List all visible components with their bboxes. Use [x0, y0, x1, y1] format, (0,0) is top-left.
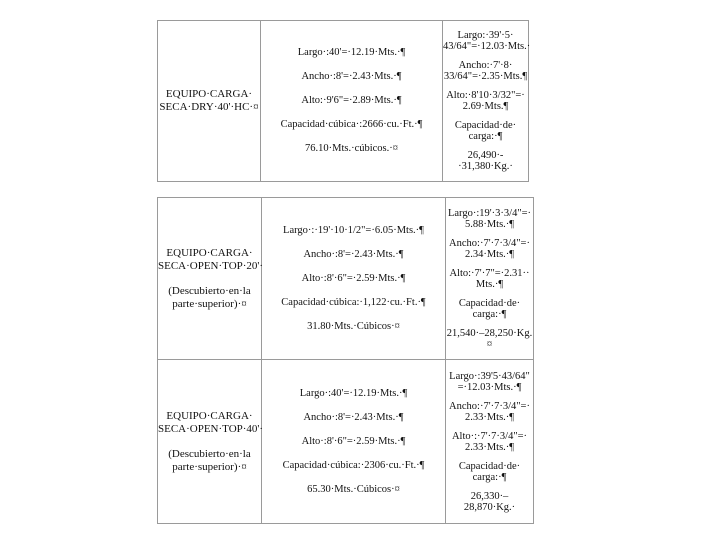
equipment-name-line: EQUIPO·CARGA· [166, 246, 253, 259]
equipment-note-line: parte·superior)·¤ [172, 297, 247, 310]
interior-width: Ancho:·7'·7·3/4"=· 2.33·Mts.·¶ [449, 400, 530, 423]
interior-capacity-value: 21,540·–28,250·Kg.¤ [446, 327, 533, 350]
spec-height: Alto·:8'·6"=·2.59·Mts.·¶ [301, 435, 406, 447]
interior-width: Ancho:·7'·8· 33/64"=·2.35·Mts.¶ [443, 60, 528, 82]
external-specs-cell [262, 198, 446, 360]
equipment-name-line: EQUIPO·CARGA· [166, 409, 253, 422]
interior-specs-cell [446, 360, 534, 524]
spec-width: Ancho·:8'=·2.43·Mts.·¶ [303, 411, 404, 423]
spec-height: Alto·:8'·6"=·2.59·Mts.·¶ [301, 272, 406, 284]
spec-length: Largo·:40'=·12.19·Mts.·¶ [297, 47, 406, 58]
interior-height: Alto:·8'10·3/32"=· 2.69·Mts.¶ [446, 90, 525, 112]
equipment-name-line: EQUIPO·CARGA· [165, 88, 253, 100]
spec-capacity: Capacidad·cúbica·:2666·cu.·Ft.·¶ [280, 119, 423, 130]
spec-height: Alto:·9'6"=·2.89·Mts.·¶ [301, 95, 402, 106]
spec-length: Largo·:40'=·12.19·Mts.·¶ [299, 387, 408, 399]
interior-length: Largo·:39'5·43/64" =·12.03·Mts.·¶ [449, 370, 530, 393]
equipment-name-line: SECA·OPEN·TOP·20'· [158, 259, 264, 272]
interior-capacity-label: Capacidad·de· carga:·¶ [454, 120, 517, 142]
interior-height: Alto·:·7'·7·3/4"=· 2.33·Mts.·¶ [451, 430, 528, 453]
spec-width: Ancho·:8'=·2.43·Mts.·¶ [303, 248, 404, 260]
equipment-note-line: parte·superior)·¤ [172, 460, 247, 473]
external-specs-cell [262, 360, 446, 524]
spec-volume: 31.80·Mts.·Cúbicos·¤ [307, 320, 400, 332]
interior-capacity-value: 26,490·-·31,380·Kg.· [458, 150, 513, 172]
interior-specs-cell [446, 198, 534, 360]
interior-height: Alto:·7'·7"=·2.31·· Mts.·¶ [449, 267, 530, 290]
interior-capacity-label: Capacidad·de· carga:·¶ [458, 460, 521, 483]
interior-capacity-value: 26,330·–28,870·Kg.· [463, 490, 516, 513]
equipment-name-cell [158, 21, 261, 182]
interior-specs-cell [443, 21, 529, 182]
spec-width: Ancho·:8'=·2.43·Mts.·¶ [301, 71, 402, 82]
external-specs-cell [261, 21, 443, 182]
spec-length: Largo·:·19'·10·1/2"=·6.05·Mts.·¶ [283, 224, 424, 236]
equipment-name-line: SECA·OPEN·TOP·40'· [158, 422, 264, 435]
interior-length: Largo·:19'·3·3/4"=· 5.88·Mts.·¶ [447, 207, 532, 230]
interior-capacity-label: Capacidad·de· carga:·¶ [458, 297, 521, 320]
interior-length: Largo:·39'·5· 43/64"=·12.03·Mts.· [443, 30, 531, 52]
spec-capacity: Capacidad·cúbica:·2306·cu.·Ft.·¶ [282, 459, 425, 471]
equipment-name-line: SECA·DRY·40'·HC·¤ [159, 101, 259, 113]
interior-width: Ancho:·7'·7·3/4"=· 2.34·Mts.·¶ [449, 237, 530, 260]
container-table-dry-40hc [157, 20, 529, 182]
container-table-open-top [157, 197, 534, 524]
spec-volume: 65.30·Mts.·Cúbicos·¤ [307, 483, 400, 495]
spec-capacity: Capacidad·cúbica:·1,122·cu.·Ft.·¶ [281, 296, 426, 308]
equipment-name-cell [158, 198, 262, 360]
spec-volume: 76.10·Mts.·cúbicos.·¤ [304, 143, 399, 154]
equipment-note-line: (Descubierto·en·la [168, 284, 251, 297]
equipment-name-cell [158, 360, 262, 524]
equipment-note-line: (Descubierto·en·la [168, 447, 251, 460]
